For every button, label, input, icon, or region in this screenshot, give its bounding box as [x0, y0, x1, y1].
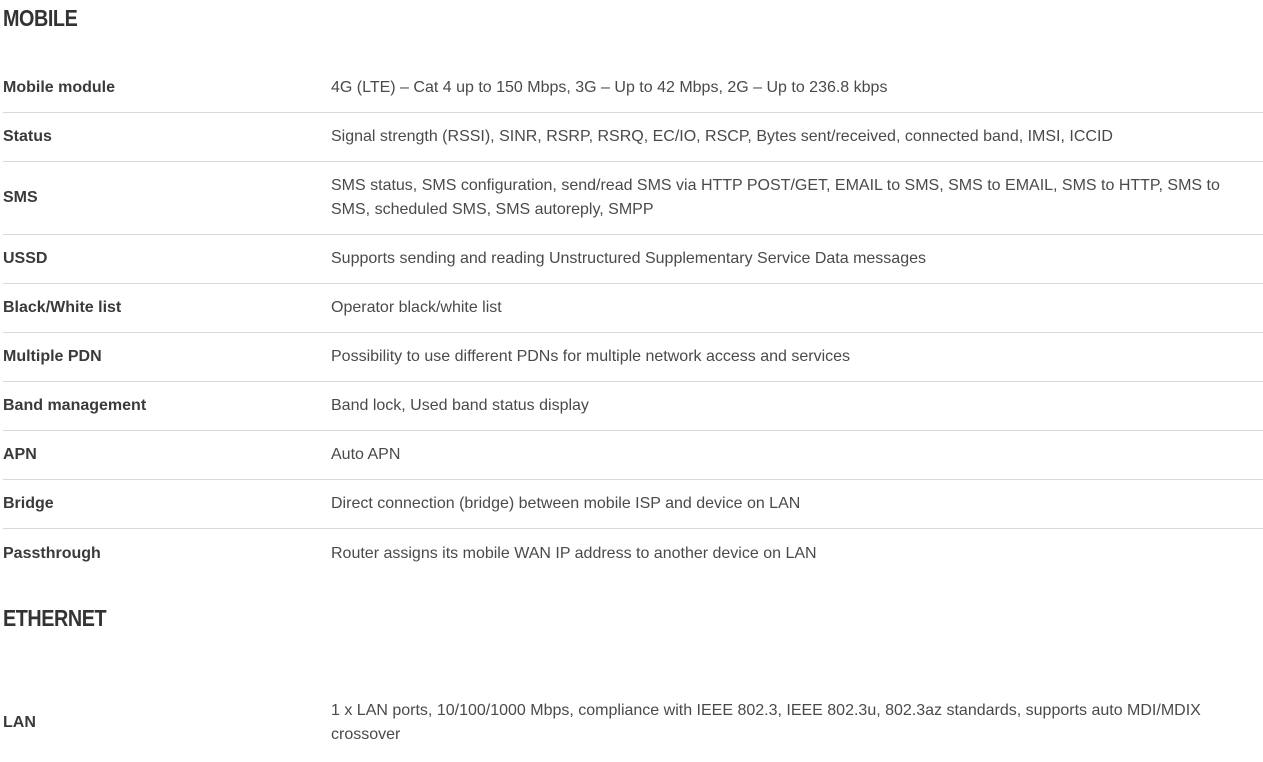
spec-value: Signal strength (RSSI), SINR, RSRP, RSRQ, EC/IO, RSCP, Bytes sent/received, connected band, IMSI, ICCID — [331, 128, 1113, 145]
spec-row-multiple-pdn — [3, 333, 1263, 382]
mobile-spec-table — [3, 64, 1263, 578]
spec-label: LAN — [3, 714, 36, 731]
ethernet-spec-table — [3, 684, 1263, 762]
mobile-section — [3, 3, 1263, 578]
section-title-ethernet: ETHERNET — [3, 605, 107, 631]
spec-label: USSD — [3, 250, 48, 267]
spec-value: Router assigns its mobile WAN IP address to another device on LAN — [331, 544, 817, 562]
spec-value: Operator black/white list — [331, 299, 502, 316]
spec-row-passthrough — [3, 529, 1263, 578]
spec-value: Possibility to use different PDNs for multiple network access and services — [331, 348, 851, 365]
spec-row-black-white-list — [3, 284, 1263, 333]
spec-label: Passthrough — [3, 544, 101, 562]
spec-label: Mobile module — [3, 79, 115, 96]
spec-label: Band management — [3, 397, 147, 414]
spec-value: 4G (LTE) – Cat 4 up to 150 Mbps, 3G – Up to 42 Mbps, 2G – Up to 236.8 kbps — [331, 79, 888, 96]
spec-value: 1 x LAN ports, 10/100/1000 Mbps, compliance with IEEE 802.3, IEEE 802.3u, 802.3az standards, supports auto MDI/MDIX crossover — [331, 702, 1201, 743]
spec-row-sms — [3, 162, 1263, 235]
ethernet-section — [3, 603, 1263, 762]
spec-value: Auto APN — [331, 446, 401, 463]
spec-label: Status — [3, 128, 52, 145]
spec-label: Black/White list — [3, 299, 122, 316]
spec-value: Direct connection (bridge) between mobile ISP and device on LAN — [331, 495, 801, 512]
spec-row-lan — [3, 684, 1263, 762]
spec-label: SMS — [3, 189, 38, 206]
spec-value: SMS status, SMS configuration, send/read SMS via HTTP POST/GET, EMAIL to SMS, SMS to EMAIL, SMS to HTTP, SMS to SMS, scheduled SMS, SMS autoreply, SMPP — [331, 177, 1220, 218]
spec-label: APN — [3, 446, 37, 463]
spec-label: Multiple PDN — [3, 348, 102, 365]
spec-row-status — [3, 113, 1263, 162]
spec-row-mobile-module — [3, 64, 1263, 113]
section-title-mobile: MOBILE — [3, 5, 78, 31]
spec-row-bridge — [3, 480, 1263, 529]
spec-row-ussd — [3, 235, 1263, 284]
spec-value: Band lock, Used band status display — [331, 397, 589, 414]
spec-row-apn — [3, 431, 1263, 480]
spec-row-band-management — [3, 382, 1263, 431]
spec-value: Supports sending and reading Unstructured Supplementary Service Data messages — [331, 250, 926, 267]
spec-label: Bridge — [3, 495, 54, 512]
